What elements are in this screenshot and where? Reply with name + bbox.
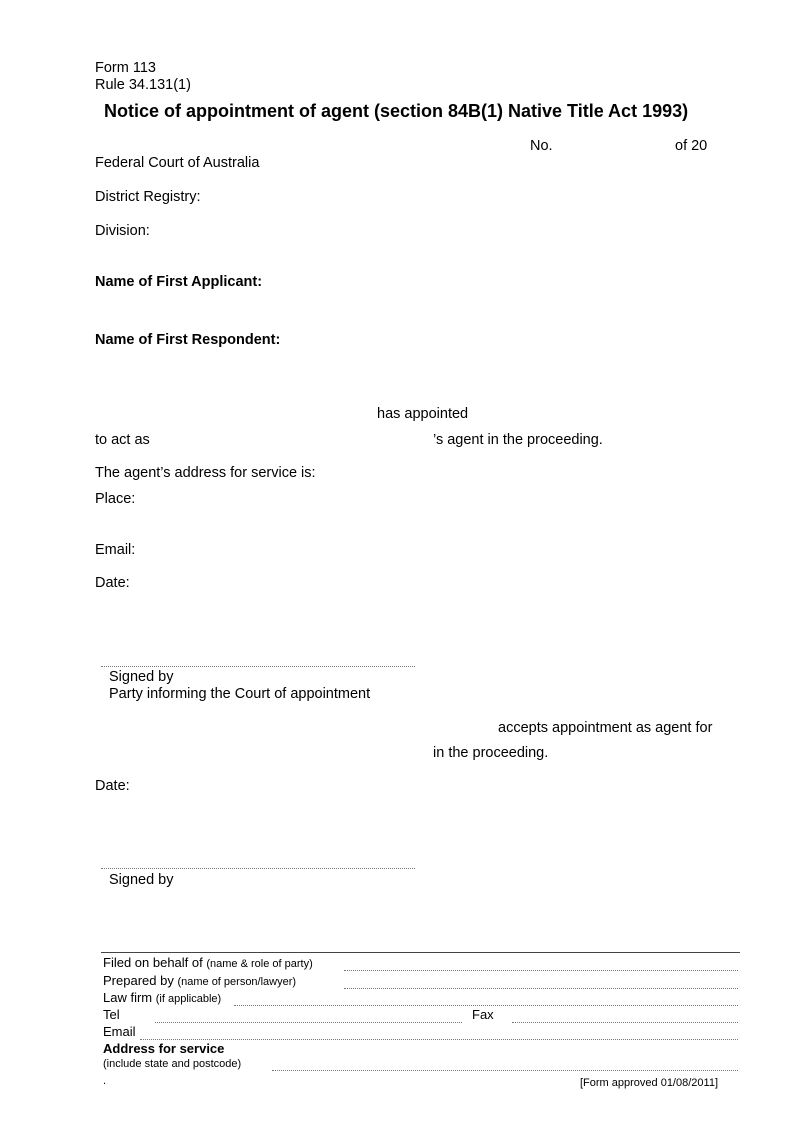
law-firm-field[interactable] [234, 1005, 738, 1006]
tel-label: Tel [103, 1007, 120, 1022]
in-proceeding-text: in the proceeding. [433, 745, 549, 761]
accepts-appointment-text: accepts appointment as agent for [498, 720, 713, 736]
fax-label: Fax [472, 1007, 494, 1022]
filed-on-behalf-label: Filed on behalf of (name & role of party) [103, 955, 313, 970]
address-hint: (include state and postcode) [103, 1058, 242, 1070]
filed-on-behalf-field[interactable] [344, 970, 738, 971]
date-label: Date: [95, 575, 130, 591]
prepared-by-label: Prepared by (name of person/lawyer) [103, 973, 297, 988]
address-intro: The agent’s address for service is: [95, 465, 316, 481]
fax-field[interactable] [512, 1022, 738, 1023]
place-label: Place: [95, 491, 136, 507]
agent-in-proceeding-text: ’s agent in the proceeding. [433, 432, 603, 448]
email-footer-label: Email [103, 1024, 136, 1039]
prepared-by-hint: (name of person/lawyer) [177, 976, 297, 988]
form-number: Form 113 [95, 60, 156, 76]
signature-line-party[interactable] [101, 666, 415, 667]
signed-by-label: Signed by [109, 669, 174, 685]
rule-number: Rule 34.131(1) [95, 77, 191, 93]
email-footer-field[interactable] [140, 1039, 738, 1040]
district-registry-label: District Registry: [95, 189, 201, 205]
first-applicant-label: Name of First Applicant: [95, 274, 263, 290]
no-label: No. [530, 138, 553, 154]
of-year-label: of 20 [675, 138, 708, 154]
has-appointed-text: has appointed [377, 406, 469, 422]
signature-line-agent[interactable] [101, 868, 415, 869]
law-firm-label: Law firm (if applicable) [103, 990, 222, 1005]
email-label: Email: [95, 542, 136, 558]
address-for-service-label: Address for service [103, 1041, 225, 1056]
address-for-service-field[interactable] [272, 1070, 738, 1071]
to-act-as-text: to act as [95, 432, 150, 448]
prepared-by-field[interactable] [344, 988, 738, 989]
law-firm-hint: (if applicable) [155, 993, 222, 1005]
trailing-dot: . [103, 1075, 107, 1087]
division-label: Division: [95, 223, 150, 239]
form-approved-date: [Form approved 01/08/2011] [580, 1077, 718, 1089]
filed-on-behalf-hint: (name & role of party) [206, 958, 313, 970]
footer-divider [101, 952, 740, 953]
party-informing-label: Party informing the Court of appointment [109, 686, 371, 702]
first-respondent-label: Name of First Respondent: [95, 332, 281, 348]
page-title: Notice of appointment of agent (section 84B(1) Native Title Act 1993) [104, 101, 689, 121]
acceptance-date-label: Date: [95, 778, 130, 794]
agent-signed-by-label: Signed by [109, 872, 174, 888]
court-name: Federal Court of Australia [95, 155, 260, 171]
tel-field[interactable] [155, 1022, 462, 1023]
